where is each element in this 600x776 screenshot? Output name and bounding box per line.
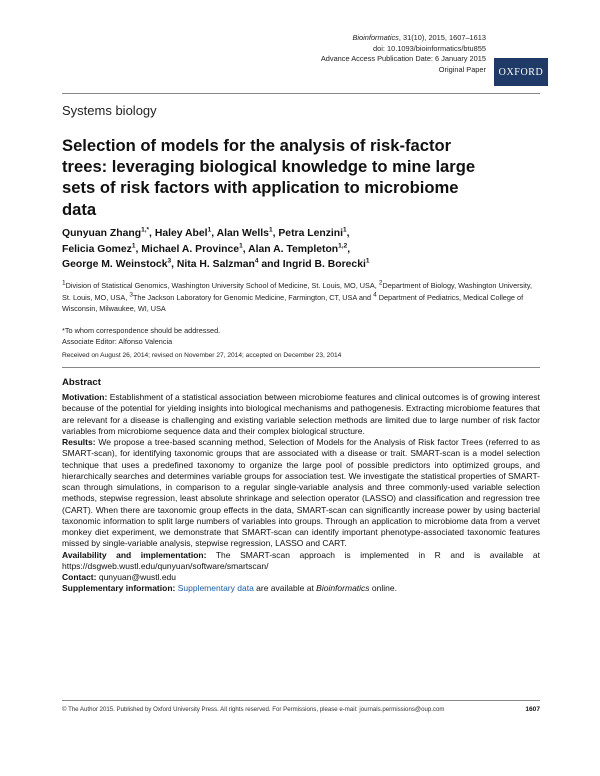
author: Qunyuan Zhang$^{1,*}$, (62, 226, 155, 239)
header-rule (62, 93, 540, 94)
received-dates: Received on August 26, 2014; revised on November 27, 2014; accepted on December 23, 2014 (62, 352, 342, 359)
footer-rule (62, 700, 540, 701)
author: Ingrid B. Borecki$^1$ (282, 257, 370, 271)
results-paragraph: Results: We propose a tree-based scanning method, Selection of Models for the Analysis of Risk factor Trees (referred to as SMART-scan), for identifying taxonomic groups that are associated with a disease or trait. SMART-scan is a model selection technique that uses a predefined taxonomy to organize the large pool of possible predictors into optimized groups, and hierarchically searches and determines variable groups for association test. We investigate the statistical properties of SMART-scan through simulations, in comparison to a regular single-variable analysis and three commonly-used variable selection methods, stepwise regression, least absolute shrinkage and selection operator (LASSO) and classification and regression tree (CART). When there are taxonomic group effects in the data, SMART-scan can significantly increase power by using bacterial taxonomic information to split large numbers of variables into groups. Through an application to microbiome data from a vervet monkey diet experiment, we demonstrate that SMART-scan can identify important phenotype-associated taxonomic features missed by single-variable analysis, stepwise regression, LASSO and CART. (62, 437, 540, 549)
abstract-heading: Abstract (62, 377, 101, 388)
article-metadata (321, 33, 486, 75)
article-title: Selection of models for the analysis of risk-factor trees: leveraging biological knowledge to mine large sets of risk factors with application to microbiome data (62, 136, 476, 219)
supplementary-data-link[interactable]: Supplementary data (177, 583, 254, 594)
copyright-notice: © The Author 2015. Published by Oxford University Press. All rights reserved. For Permissions, please e-mail: journals.permissions@oup.com (62, 706, 445, 713)
affiliations: $^1$Division of Statistical Genomics, Washington University School of Medicine, St. Louis, MO, USA, $^2$Department of Biology, Washington University, St. Louis, MO, USA, $^3$The Jackson Laboratory for Genomic Medicine, Farmington, CT, USA and $^4$ Department of Pediatrics, Medical College of Wisconsin, Milwaukee, WI, USA (62, 279, 532, 314)
author: Michael A. Province$^1$, (141, 242, 249, 255)
author: Petra Lenzini$^1$, (278, 226, 350, 239)
doi: doi: 10.1093/bioinformatics/btu855 (373, 43, 486, 53)
supplementary-paragraph: Supplementary information: Supplementary data are available at Bioinformatics online. (62, 583, 397, 594)
associate-editor: Associate Editor: Alfonso Valencia (62, 337, 173, 346)
abstract-rule (62, 367, 540, 368)
abstract-body (62, 392, 540, 595)
contact-paragraph: Contact: qunyuan@wustl.edu (62, 572, 176, 582)
author: Alan Wells$^1$, (216, 226, 279, 239)
author: Nita H. Salzman$^4$ and (176, 257, 283, 271)
journal-name: Bioinformatics (352, 33, 399, 42)
availability-paragraph: Availability and implementation: The SMART-scan approach is implemented in R and is available at https://dsgweb.wustl.edu/qunyuan/software/smartscan/ (62, 549, 540, 571)
advance-access-date: Advance Access Publication Date: 6 January 2015 (320, 54, 486, 64)
corresponding-author: *To whom correspondence should be addressed. (62, 326, 221, 335)
author-list (62, 226, 512, 273)
citation-details: , 31(10), 2015, 1607–1613 (398, 33, 486, 42)
correspondence-note (62, 325, 220, 347)
oxford-logo: OXFORD (494, 58, 548, 86)
section-label: Systems biology (62, 103, 157, 118)
page-number: 1607 (525, 706, 540, 713)
journal-citation (321, 33, 486, 44)
author: Felicia Gomez$^1$, (62, 242, 142, 255)
author: George M. Weinstock$^3$, (62, 257, 177, 271)
motivation-paragraph: Motivation: Establishment of a statistical association between microbiome features and clinical outcomes is of growing interest because of the potential for yielding insights into biological mechanisms and pathogenesis. Extracting microbiome features that are relevant for a disease is challenging and existing variable selection methods are limited due to large number of risk factor variables from microbiome sequence data and their complex biological structure. (62, 392, 540, 436)
author: Haley Abel$^1$, (154, 226, 217, 239)
paper-type: Original Paper (438, 64, 486, 74)
author: Alan A. Templeton$^{1,2}$, (248, 242, 351, 255)
